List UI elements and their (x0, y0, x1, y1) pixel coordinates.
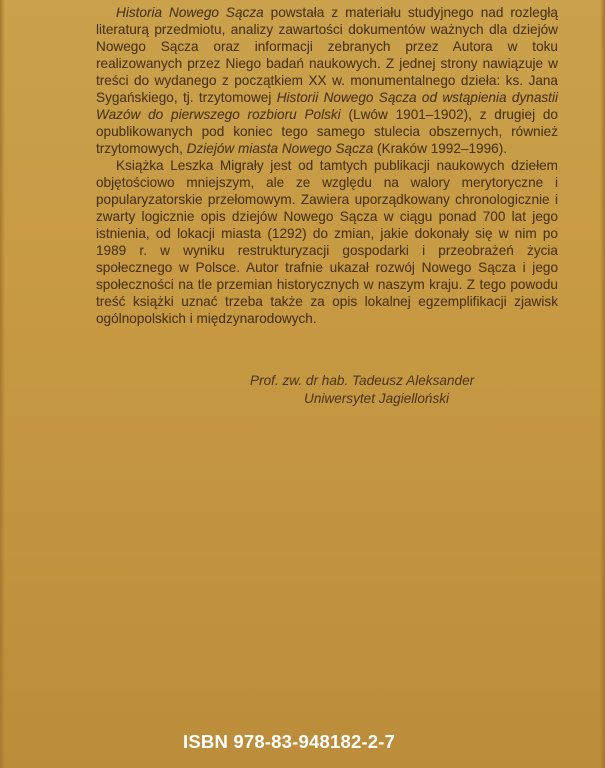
paragraph-1-text-b: (Lwów 1901–1902), z drugiej do opublikowanych pod koniec tego samego stulecia obszernych, również trzytomowych, (96, 107, 558, 156)
blurb-paragraph-2: Książka Leszka Migrały jest od tamtych publikacji naukowych dziełem objętościowo mniejszym, ale ze względu na walory merytoryczne i popularyzatorskie przełomowym. Zawiera uporządkowany chronologicznie i zwarty logicznie opis dziejów Nowego Sącza w ciągu ponad 700 lat jego istnienia, od lokacji miasta (1292) do zmian, jakie dokonały się w nim po 1989 r. w wyniku restrukturyzacji gospodarki i przeobrażeń życia społecznego w Polsce. Autor trafnie ukazał rozwój Nowego Sącza i jego społeczności na tle przemian historycznych w naszym kraju. Z tego powodu treść książki uznać trzeba także za opis lokalnej egzemplifikacji zjawisk ogólnopolskich i międzynarodowych. (96, 158, 558, 326)
paragraph-1-text-c: (Kraków 1992–1996). (373, 141, 508, 156)
cited-work-sygański: Historii Nowego Sącza od wstąpienia dynastii Wazów do pierwszego rozbioru Polski (96, 90, 558, 122)
reviewer-signature (250, 372, 560, 408)
cited-work-dzieje: Dziejów miasta Nowego Sącza (186, 141, 374, 156)
blurb-text (96, 4, 558, 327)
blurb-paragraph-1 (96, 4, 558, 157)
reviewer-affiliation: Uniwersytet Jagielloński (304, 391, 450, 406)
paragraph-1-text-a: powstała z materiału studyjnego nad rozległą literaturą przedmiotu, analizy zawartości dokumentów ważnych dla dziejów Nowego Sącza oraz informacji zebranych przez Autora w toku realizowanych przez Niego badań naukowych. Z jednej strony nawiązuje w treści do wydanego z początkiem XX w. monumentalnego dzieła: ks. Jana Sygańskiego, tj. trzytomowej (96, 5, 558, 105)
isbn-number: ISBN 978-83-948182-2-7 (183, 731, 396, 752)
book-title-italic: Historia Nowego Sącza (116, 5, 264, 20)
cover-edge-left (0, 0, 5, 768)
reviewer-name: Prof. zw. dr hab. Tadeusz Aleksander (250, 373, 475, 388)
cover-edge-right (600, 0, 605, 768)
